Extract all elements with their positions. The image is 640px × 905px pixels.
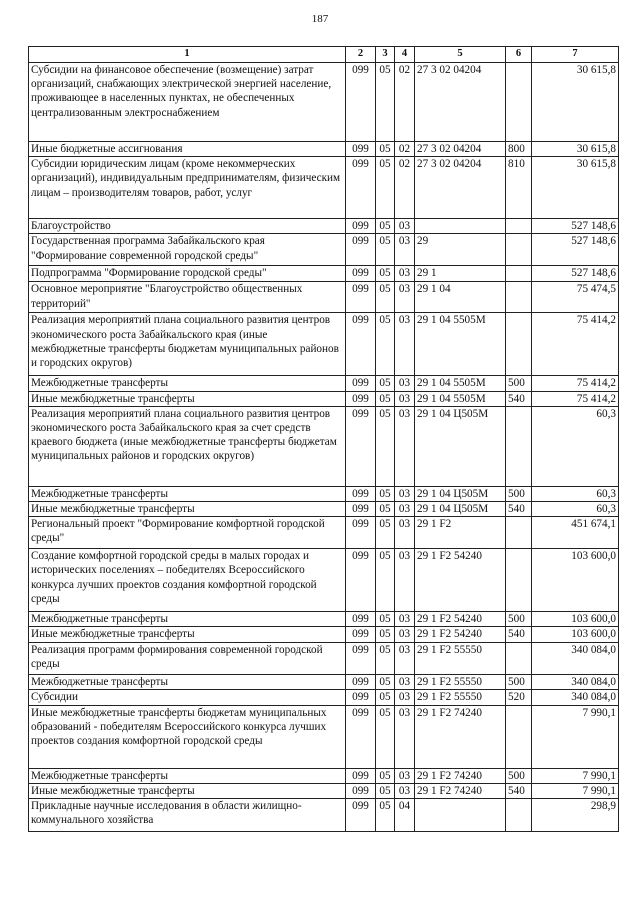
header-col-1: 1 [29, 47, 346, 63]
row-subsection-code: 03 [395, 612, 415, 627]
row-description: Иные межбюджетные трансферты [29, 784, 346, 799]
row-amount: 7 990,1 [532, 784, 619, 799]
row-target-article: 29 1 F2 54240 [415, 627, 506, 642]
row-target-article: 29 [415, 234, 506, 266]
row-subsection-code: 03 [395, 313, 415, 376]
row-subsection-code: 03 [395, 784, 415, 799]
row-subsection-code: 03 [395, 705, 415, 768]
row-target-article: 29 1 04 5505M [415, 313, 506, 376]
row-expense-type: 540 [506, 391, 532, 406]
row-subsection-code: 03 [395, 642, 415, 674]
row-description: Субсидии [29, 689, 346, 705]
row-expense-type: 810 [506, 157, 532, 219]
row-expense-type [506, 406, 532, 486]
row-description: Субсидии на финансовое обеспечение (возмещение) затрат организаций, снабжающих электрической энергией население, проживающее в населенных пунктах, не обеспеченных централизованным электроснабжением [29, 63, 346, 142]
table-row [29, 768, 619, 783]
row-target-article: 29 1 04 Ц505M [415, 486, 506, 501]
row-ministry-code: 099 [346, 157, 376, 219]
row-target-article: 29 1 F2 74240 [415, 768, 506, 783]
row-amount: 340 084,0 [532, 689, 619, 705]
row-expense-type: 500 [506, 376, 532, 391]
table-row [29, 234, 619, 266]
row-expense-type: 500 [506, 674, 532, 689]
row-description: Прикладные научные исследования в области жилищно-коммунального хозяйства [29, 799, 346, 832]
row-subsection-code: 04 [395, 799, 415, 832]
row-ministry-code: 099 [346, 142, 376, 157]
row-description: Благоустройство [29, 219, 346, 234]
table-row [29, 627, 619, 642]
row-section-code: 05 [376, 234, 395, 266]
row-target-article: 29 1 F2 74240 [415, 784, 506, 799]
row-section-code: 05 [376, 627, 395, 642]
row-amount: 340 084,0 [532, 642, 619, 674]
row-target-article: 29 1 04 Ц505M [415, 502, 506, 517]
table-row [29, 219, 619, 234]
row-description: Межбюджетные трансферты [29, 486, 346, 501]
row-section-code: 05 [376, 799, 395, 832]
row-amount: 30 615,8 [532, 142, 619, 157]
row-ministry-code: 099 [346, 234, 376, 266]
header-col-6: 6 [506, 47, 532, 63]
row-description: Межбюджетные трансферты [29, 612, 346, 627]
row-ministry-code: 099 [346, 768, 376, 783]
row-expense-type [506, 234, 532, 266]
row-ministry-code: 099 [346, 705, 376, 768]
row-expense-type: 500 [506, 768, 532, 783]
row-target-article [415, 219, 506, 234]
row-section-code: 05 [376, 784, 395, 799]
row-ministry-code: 099 [346, 784, 376, 799]
row-ministry-code: 099 [346, 627, 376, 642]
row-expense-type [506, 63, 532, 142]
row-target-article: 27 3 02 04204 [415, 63, 506, 142]
row-expense-type [506, 705, 532, 768]
row-target-article: 29 1 04 [415, 282, 506, 313]
row-target-article [415, 799, 506, 832]
table-row [29, 689, 619, 705]
row-target-article: 29 1 04 5505M [415, 376, 506, 391]
row-ministry-code: 099 [346, 486, 376, 501]
row-target-article: 27 3 02 04204 [415, 142, 506, 157]
row-amount: 7 990,1 [532, 768, 619, 783]
header-col-4: 4 [395, 47, 415, 63]
row-amount: 75 474,5 [532, 282, 619, 313]
row-description: Межбюджетные трансферты [29, 674, 346, 689]
row-ministry-code: 099 [346, 406, 376, 486]
row-target-article: 29 1 F2 55550 [415, 674, 506, 689]
row-target-article: 29 1 F2 55550 [415, 689, 506, 705]
row-target-article: 29 1 F2 54240 [415, 612, 506, 627]
row-description: Реализация мероприятий плана социального развития центров экономического роста Забайкальского края (иные межбюджетные трансферты бюджетам муниципальных районов и городских округов) [29, 313, 346, 376]
row-target-article: 29 1 04 Ц505M [415, 406, 506, 486]
row-amount: 60,3 [532, 502, 619, 517]
row-target-article: 29 1 F2 54240 [415, 549, 506, 612]
row-description: Иные межбюджетные трансферты [29, 627, 346, 642]
row-amount: 60,3 [532, 406, 619, 486]
row-subsection-code: 03 [395, 234, 415, 266]
row-description: Реализация программ формирования современной городской среды [29, 642, 346, 674]
table-body [29, 63, 619, 832]
table-row [29, 391, 619, 406]
row-target-article: 27 3 02 04204 [415, 157, 506, 219]
row-ministry-code: 099 [346, 391, 376, 406]
row-ministry-code: 099 [346, 517, 376, 549]
row-amount: 527 148,6 [532, 266, 619, 282]
row-subsection-code: 02 [395, 142, 415, 157]
row-ministry-code: 099 [346, 612, 376, 627]
row-subsection-code: 03 [395, 391, 415, 406]
row-ministry-code: 099 [346, 219, 376, 234]
row-description: Межбюджетные трансферты [29, 376, 346, 391]
row-section-code: 05 [376, 376, 395, 391]
row-ministry-code: 099 [346, 689, 376, 705]
row-section-code: 05 [376, 157, 395, 219]
row-section-code: 05 [376, 313, 395, 376]
row-description: Межбюджетные трансферты [29, 768, 346, 783]
row-section-code: 05 [376, 549, 395, 612]
table-row [29, 674, 619, 689]
row-section-code: 05 [376, 63, 395, 142]
row-expense-type [506, 799, 532, 832]
row-subsection-code: 02 [395, 63, 415, 142]
row-amount: 30 615,8 [532, 63, 619, 142]
row-amount: 7 990,1 [532, 705, 619, 768]
row-section-code: 05 [376, 142, 395, 157]
row-section-code: 05 [376, 282, 395, 313]
row-description: Субсидии юридическим лицам (кроме некоммерческих организаций), индивидуальным предпринимателям, физическим лицам – производителям товаров, работ, услуг [29, 157, 346, 219]
row-expense-type: 500 [506, 612, 532, 627]
header-col-3: 3 [376, 47, 395, 63]
row-section-code: 05 [376, 502, 395, 517]
row-ministry-code: 099 [346, 313, 376, 376]
table-row [29, 486, 619, 501]
row-expense-type [506, 313, 532, 376]
row-section-code: 05 [376, 391, 395, 406]
row-amount: 75 414,2 [532, 313, 619, 376]
header-row [29, 47, 619, 63]
row-description: Создание комфортной городской среды в малых городах и исторических поселениях – победителях Всероссийского конкурса лучших проектов создания комфортной городской среды [29, 549, 346, 612]
table-row [29, 282, 619, 313]
row-expense-type [506, 219, 532, 234]
header-col-2: 2 [346, 47, 376, 63]
row-expense-type [506, 549, 532, 612]
row-ministry-code: 099 [346, 674, 376, 689]
budget-table [28, 46, 619, 832]
table-row [29, 376, 619, 391]
row-amount: 451 674,1 [532, 517, 619, 549]
row-description: Подпрограмма "Формирование городской среды" [29, 266, 346, 282]
row-subsection-code: 03 [395, 486, 415, 501]
row-subsection-code: 03 [395, 768, 415, 783]
row-subsection-code: 03 [395, 266, 415, 282]
row-subsection-code: 03 [395, 502, 415, 517]
row-amount: 75 414,2 [532, 376, 619, 391]
table-row [29, 157, 619, 219]
row-expense-type: 500 [506, 486, 532, 501]
table-row [29, 266, 619, 282]
row-expense-type: 520 [506, 689, 532, 705]
row-subsection-code: 02 [395, 157, 415, 219]
row-section-code: 05 [376, 612, 395, 627]
row-expense-type [506, 517, 532, 549]
row-amount: 340 084,0 [532, 674, 619, 689]
row-subsection-code: 03 [395, 219, 415, 234]
row-section-code: 05 [376, 689, 395, 705]
row-ministry-code: 099 [346, 642, 376, 674]
row-target-article: 29 1 [415, 266, 506, 282]
row-section-code: 05 [376, 768, 395, 783]
header-col-7: 7 [532, 47, 619, 63]
row-subsection-code: 03 [395, 517, 415, 549]
row-section-code: 05 [376, 674, 395, 689]
row-amount: 60,3 [532, 486, 619, 501]
row-ministry-code: 099 [346, 266, 376, 282]
row-amount: 30 615,8 [532, 157, 619, 219]
row-expense-type [506, 642, 532, 674]
row-ministry-code: 099 [346, 376, 376, 391]
row-target-article: 29 1 04 5505M [415, 391, 506, 406]
row-target-article: 29 1 F2 74240 [415, 705, 506, 768]
row-section-code: 05 [376, 486, 395, 501]
header-col-5: 5 [415, 47, 506, 63]
row-ministry-code: 099 [346, 799, 376, 832]
table-row [29, 502, 619, 517]
row-description: Государственная программа Забайкальского края "Формирование современной городской среды" [29, 234, 346, 266]
row-subsection-code: 03 [395, 282, 415, 313]
table-row [29, 705, 619, 768]
table-row [29, 784, 619, 799]
table-row [29, 517, 619, 549]
row-subsection-code: 03 [395, 376, 415, 391]
row-subsection-code: 03 [395, 627, 415, 642]
row-description: Основное мероприятие "Благоустройство общественных территорий" [29, 282, 346, 313]
row-ministry-code: 099 [346, 63, 376, 142]
row-description: Иные межбюджетные трансферты бюджетам муниципальных образований - победителям Всероссийского конкурса лучших проектов создания комфортной городской среды [29, 705, 346, 768]
row-expense-type [506, 266, 532, 282]
table-row [29, 63, 619, 142]
row-expense-type: 540 [506, 502, 532, 517]
row-section-code: 05 [376, 406, 395, 486]
table-row [29, 313, 619, 376]
row-subsection-code: 03 [395, 674, 415, 689]
row-amount: 103 600,0 [532, 612, 619, 627]
row-subsection-code: 03 [395, 406, 415, 486]
row-amount: 75 414,2 [532, 391, 619, 406]
table-row [29, 642, 619, 674]
row-amount: 103 600,0 [532, 549, 619, 612]
row-description: Иные межбюджетные трансферты [29, 502, 346, 517]
row-amount: 298,9 [532, 799, 619, 832]
row-ministry-code: 099 [346, 502, 376, 517]
row-amount: 103 600,0 [532, 627, 619, 642]
table-row [29, 799, 619, 832]
row-target-article: 29 1 F2 [415, 517, 506, 549]
row-section-code: 05 [376, 705, 395, 768]
row-description: Иные межбюджетные трансферты [29, 391, 346, 406]
table-row [29, 142, 619, 157]
row-section-code: 05 [376, 266, 395, 282]
table-row [29, 406, 619, 486]
table-row [29, 612, 619, 627]
table-row [29, 549, 619, 612]
row-target-article: 29 1 F2 55550 [415, 642, 506, 674]
row-description: Реализация мероприятий плана социального развития центров экономического роста Забайкальского края за счет средств краевого бюджета (иные межбюджетные трансферты бюджетам муниципальных районов и городских округов) [29, 406, 346, 486]
row-expense-type: 800 [506, 142, 532, 157]
row-expense-type [506, 282, 532, 313]
row-ministry-code: 099 [346, 549, 376, 612]
row-expense-type: 540 [506, 627, 532, 642]
row-expense-type: 540 [506, 784, 532, 799]
row-ministry-code: 099 [346, 282, 376, 313]
row-amount: 527 148,6 [532, 234, 619, 266]
row-description: Иные бюджетные ассигнования [29, 142, 346, 157]
page-number: 187 [311, 13, 329, 25]
row-section-code: 05 [376, 642, 395, 674]
row-section-code: 05 [376, 517, 395, 549]
row-amount: 527 148,6 [532, 219, 619, 234]
row-section-code: 05 [376, 219, 395, 234]
row-description: Региональный проект "Формирование комфортной городской среды" [29, 517, 346, 549]
row-subsection-code: 03 [395, 689, 415, 705]
row-subsection-code: 03 [395, 549, 415, 612]
